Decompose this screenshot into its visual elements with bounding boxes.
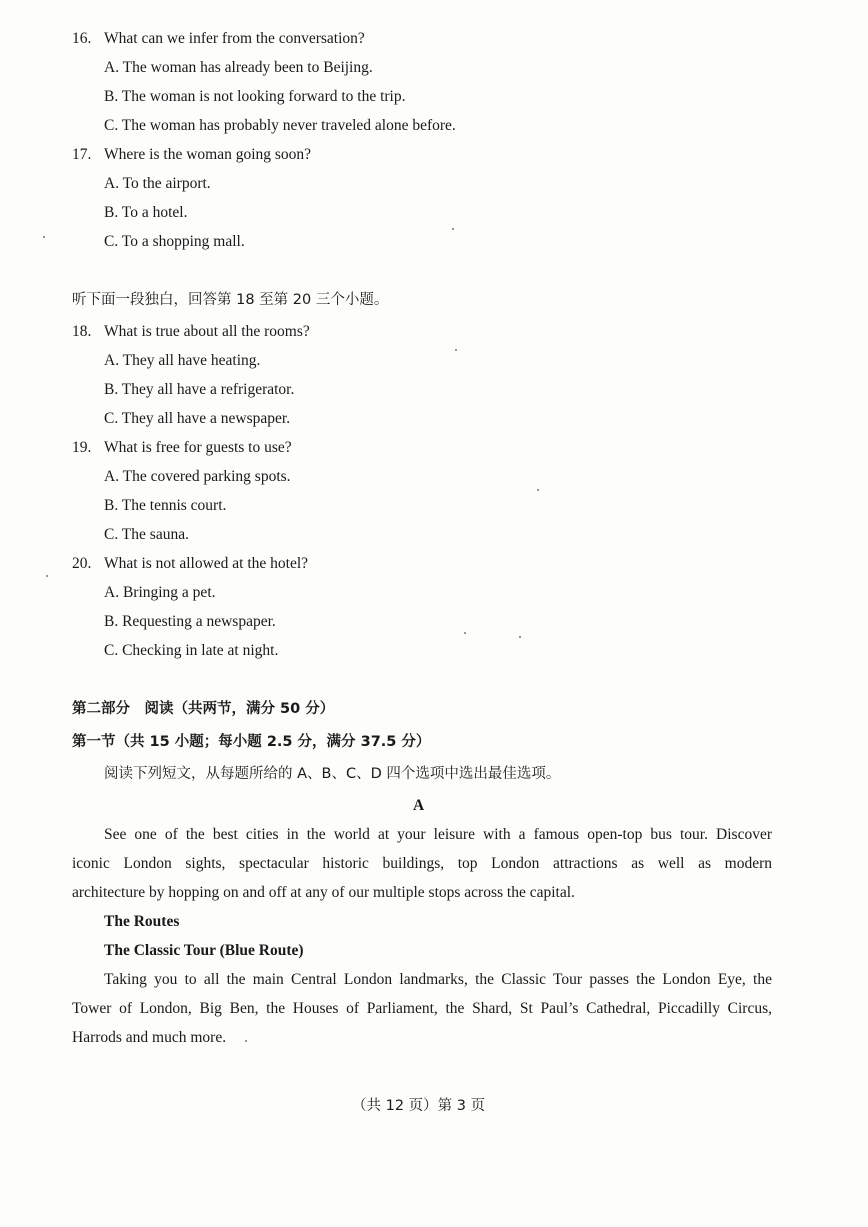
intro-line-2: iconic London sights, spectacular historic buildings, top London attractions as well as modern [72, 855, 772, 872]
q16-option-c: C. The woman has probably never traveled alone before. [104, 117, 456, 134]
q19-option-b: B. The tennis court. [104, 497, 227, 514]
scan-speck [519, 636, 521, 638]
scan-speck [43, 236, 45, 238]
scan-speck [464, 632, 466, 634]
classic-line-3: Harrods and much more. [72, 1029, 227, 1046]
q19-option-c: C. The sauna. [104, 526, 189, 543]
classic-tour-heading: The Classic Tour (Blue Route) [104, 942, 304, 959]
page-footer: （共 12 页）第 3 页 [352, 1098, 486, 1114]
q17-option-a: A. To the airport. [104, 175, 211, 192]
question-17-stem: 17. Where is the woman going soon? [72, 146, 312, 163]
scan-speck [537, 489, 539, 491]
q16-option-b: B. The woman is not looking forward to the trip. [104, 88, 406, 105]
scan-speck [455, 349, 457, 351]
scan-speck [452, 228, 454, 230]
q18-option-b: B. They all have a refrigerator. [104, 381, 295, 398]
part-two-heading: 第二部分 阅读（共两节，满分 50 分） [72, 701, 335, 717]
q19-option-a: A. The covered parking spots. [104, 468, 291, 485]
q16-option-a: A. The woman has already been to Beijing. [104, 59, 373, 76]
q20-option-a: A. Bringing a pet. [104, 584, 216, 601]
q18-option-c: C. They all have a newspaper. [104, 410, 291, 427]
q20-option-b: B. Requesting a newspaper. [104, 613, 276, 630]
section-one-heading: 第一节（共 15 小题；每小题 2.5 分，满分 37.5 分） [72, 734, 431, 750]
reading-instruction: 阅读下列短文，从每题所给的 A、B、C、D 四个选项中选出最佳选项。 [104, 766, 561, 782]
passage-label: A [413, 797, 425, 814]
monologue-instruction: 听下面一段独白，回答第 18 至第 20 三个小题。 [72, 292, 389, 308]
question-19-stem: 19. What is free for guests to use? [72, 439, 292, 456]
scan-speck [46, 575, 48, 577]
q17-option-b: B. To a hotel. [104, 204, 188, 221]
routes-heading: The Routes [104, 913, 180, 930]
question-20-stem: 20. What is not allowed at the hotel? [72, 555, 309, 572]
q17-option-c: C. To a shopping mall. [104, 233, 245, 250]
classic-line-2: Tower of London, Big Ben, the Houses of Parliament, the Shard, St Paul’s Cathedral, Piccadilly Circus, [72, 1000, 772, 1017]
classic-line-1: Taking you to all the main Central London landmarks, the Classic Tour passes the London Eye, the [104, 971, 772, 988]
scan-speck [245, 1040, 247, 1042]
question-18-stem: 18. What is true about all the rooms? [72, 323, 310, 340]
question-16-stem: 16. What can we infer from the conversation? [72, 30, 365, 47]
q20-option-c: C. Checking in late at night. [104, 642, 279, 659]
intro-line-3: architecture by hopping on and off at any of our multiple stops across the capital. [72, 884, 575, 901]
intro-line-1: See one of the best cities in the world at your leisure with a famous open-top bus tour. Discover [104, 826, 772, 843]
q18-option-a: A. They all have heating. [104, 352, 261, 369]
